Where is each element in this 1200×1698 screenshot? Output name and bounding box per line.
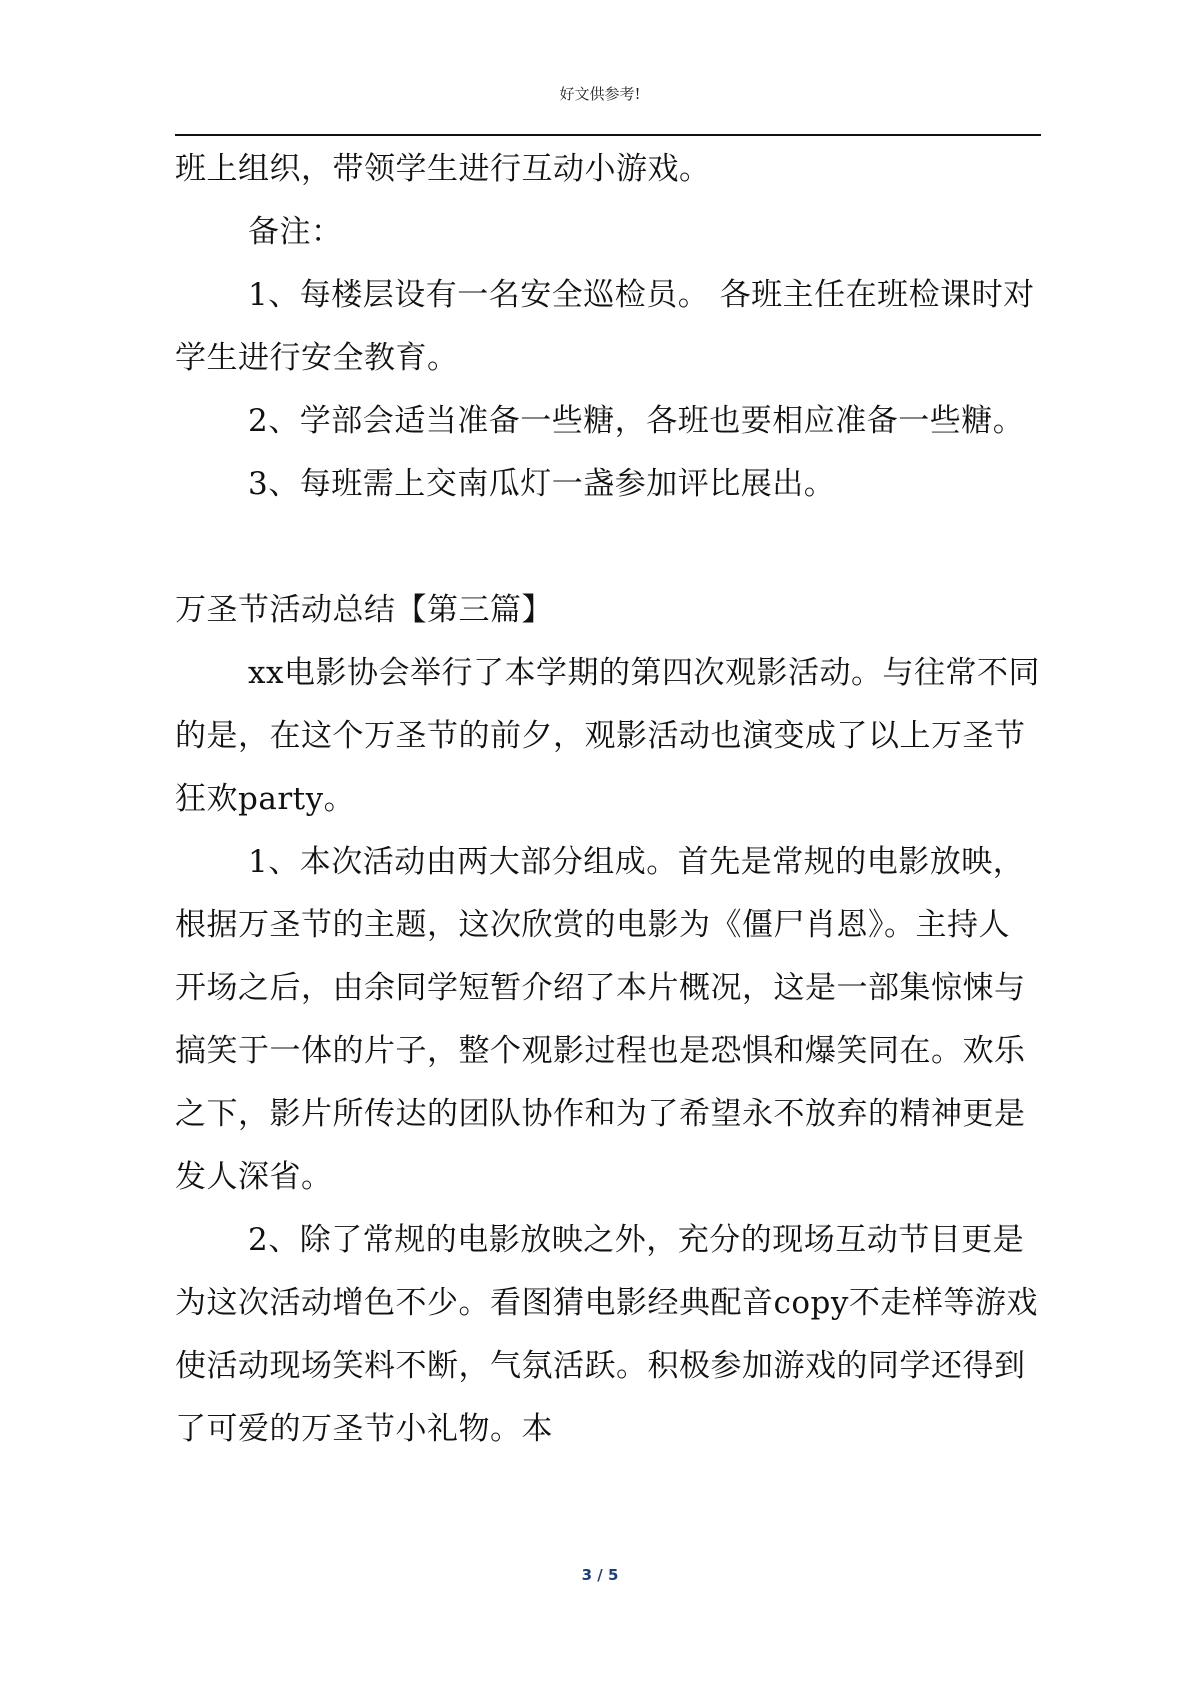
paragraph-point-2: 2、除了常规的电影放映之外，充分的现场互动节目更是为这次活动增色不少。看图猜电影经典配音copy不走样等游戏使活动现场笑料不断，气氛活跃。积极参加游戏的同学还得到了可爱的万圣节小礼物。本 <box>175 1222 1038 1447</box>
note-item-3: 3、每班需上交南瓜灯一盏参加评比展出。 <box>248 466 836 502</box>
paragraph-intro: xx电影协会举行了本学期的第四次观影活动。与往常不同的是，在这个万圣节的前夕，观影活动也演变成了以上万圣节狂欢party。 <box>175 655 1040 817</box>
note-label: 备注： <box>248 214 343 250</box>
paragraph-point-1: 1、本次活动由两大部分组成。首先是常规的电影放映，根据万圣节的主题，这次欣赏的电影为《僵尸肖恩》。主持人开场之后，由余同学短暂介绍了本片概况，这是一部集惊悚与搞笑于一体的片子，整个观影过程也是恐惧和爆笑同在。欢乐之下，影片所传达的团队协作和为了希望永不放弃的精神更是发人深省。 <box>175 844 1026 1195</box>
paragraph-continuation: 班上组织，带领学生进行互动小游戏。 <box>175 151 711 187</box>
page-number: 3 / 5 <box>581 1566 619 1584</box>
header-divider <box>175 134 1041 136</box>
page-header: 好文供参考! <box>559 85 641 103</box>
note-item-2: 2、学部会适当准备一些糖，各班也要相应准备一些糖。 <box>248 403 1025 439</box>
note-item-1: 1、每楼层设有一名安全巡检员。 各班主任在班检课时对学生进行安全教育。 <box>175 277 1035 376</box>
document-body <box>175 138 1041 1461</box>
section-heading: 万圣节活动总结【第三篇】 <box>175 592 553 628</box>
